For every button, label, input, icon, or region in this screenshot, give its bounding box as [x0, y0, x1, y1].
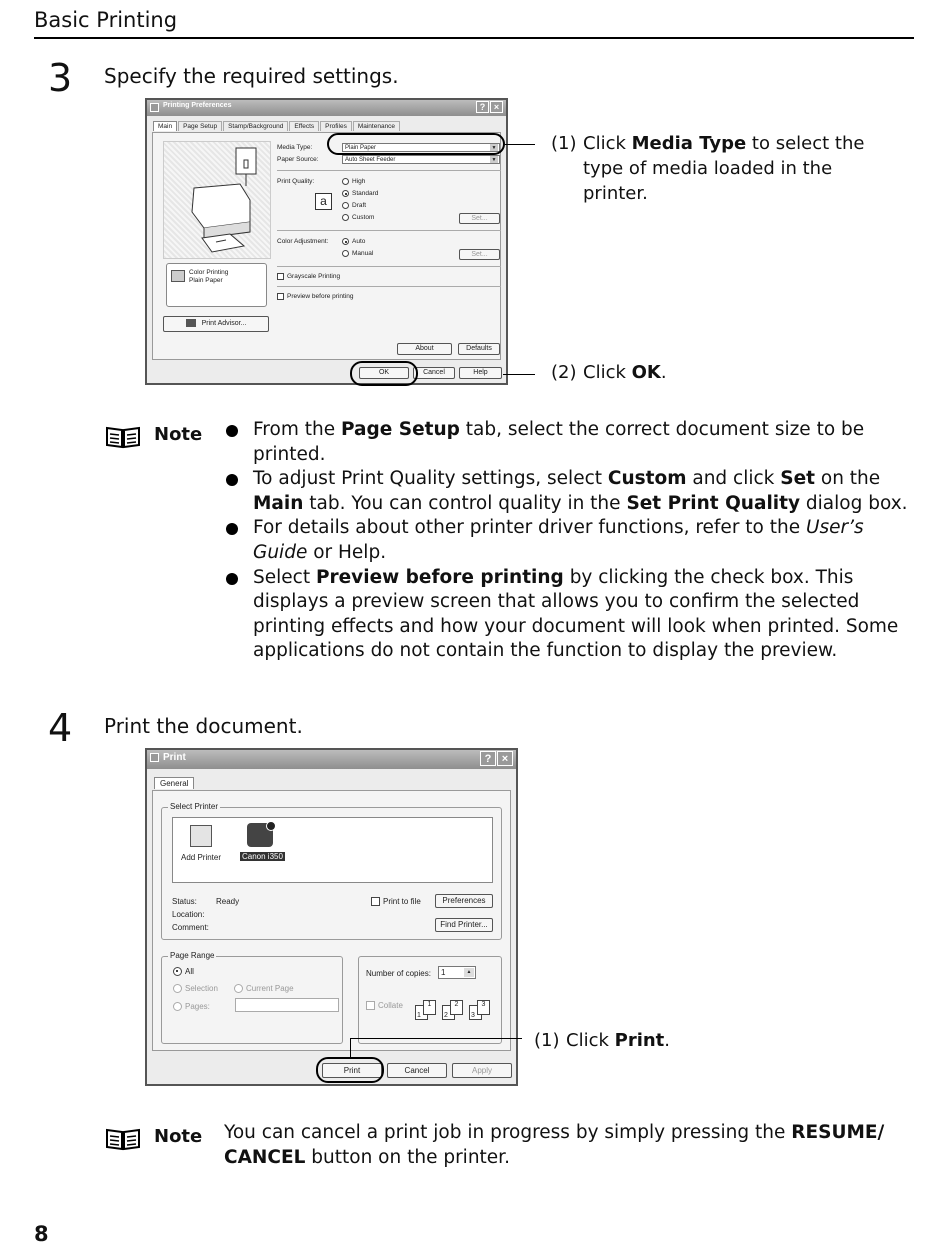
- page-header-title: Basic Printing: [34, 8, 178, 32]
- callout-text: Click: [566, 1030, 615, 1051]
- note-text: For details about other printer driver functions, refer to the: [253, 517, 806, 539]
- note-emphasis: Custom: [607, 468, 687, 490]
- collate-label: Collate: [378, 1001, 403, 1010]
- header-rule: [34, 37, 914, 39]
- note-emphasis: Set Print Quality: [626, 492, 801, 514]
- collate-page-icon: 3: [477, 1000, 490, 1015]
- divider: [277, 286, 501, 287]
- print-to-file-label: Print to file: [383, 897, 421, 906]
- range-current-radio[interactable]: [234, 984, 243, 993]
- preview-label: Preview before printing: [287, 293, 354, 300]
- note-text: dialog box.: [800, 492, 908, 514]
- divider: [277, 230, 501, 231]
- leader-line: [350, 1038, 522, 1039]
- quality-draft-radio[interactable]: [342, 202, 349, 209]
- color-manual-label: Manual: [352, 250, 374, 257]
- note-emphasis: Main: [253, 492, 304, 514]
- preferences-button[interactable]: Preferences: [435, 894, 493, 908]
- copies-label: Number of copies:: [366, 969, 431, 978]
- paper-icon: [171, 270, 185, 282]
- tab-main[interactable]: Main: [153, 121, 177, 131]
- print-advisor-button[interactable]: [163, 316, 269, 332]
- dialog-titlebar: [147, 750, 516, 769]
- quality-high-label: High: [352, 178, 366, 185]
- status-label: Status:: [172, 897, 197, 906]
- grayscale-label: Grayscale Printing: [287, 273, 341, 280]
- printer-icon: [150, 753, 159, 762]
- help-button-bottom[interactable]: Help: [459, 367, 502, 379]
- quality-custom-label: Custom: [352, 214, 375, 221]
- note-1-label: Note: [154, 424, 203, 445]
- note-2-label: Note: [154, 1126, 203, 1147]
- printer-illustration-icon: [164, 142, 272, 260]
- callout-print-text: [566, 1028, 670, 1053]
- collate-checkbox[interactable]: [366, 1001, 375, 1010]
- about-button[interactable]: About: [397, 343, 452, 355]
- callout-emphasis: Print: [614, 1030, 665, 1051]
- main-tab-panel: [152, 132, 501, 360]
- callout-1-number: (1): [551, 133, 577, 154]
- collate-page-icon: 3: [469, 1005, 482, 1020]
- callout-print-number: (1): [534, 1030, 560, 1051]
- tab-strip: [153, 121, 400, 131]
- quality-set-button[interactable]: Set...: [459, 213, 500, 224]
- note-emphasis: Page Setup: [340, 419, 460, 440]
- step-number-3: 3: [48, 56, 73, 100]
- grayscale-checkbox[interactable]: [277, 273, 284, 280]
- page-range-caption: Page Range: [170, 951, 215, 960]
- cancel-button[interactable]: Cancel: [413, 367, 455, 379]
- quality-standard-radio[interactable]: [342, 190, 349, 197]
- status-value: Ready: [216, 897, 240, 906]
- printer-list[interactable]: [172, 817, 493, 883]
- callout-text: Click: [583, 362, 632, 383]
- media-type-highlight: [327, 133, 505, 155]
- color-manual-radio[interactable]: [342, 250, 349, 257]
- note-text: button on the printer.: [305, 1146, 510, 1168]
- paper-source-value: Auto Sheet Feeder: [345, 157, 396, 163]
- ok-highlight: [350, 361, 418, 386]
- print-advisor-icon: [186, 319, 196, 327]
- add-printer-label[interactable]: Add Printer: [181, 853, 222, 862]
- paper-source-label: Paper Source:: [277, 156, 319, 163]
- plain-paper-text: Plain Paper: [189, 277, 223, 284]
- dialog-title: Printing Preferences: [163, 102, 232, 109]
- page-number: 8: [34, 1222, 49, 1246]
- note-italic: User’s Guide: [253, 517, 864, 563]
- printer-icon: [150, 103, 159, 112]
- range-pages-label: Pages:: [185, 1002, 210, 1011]
- callout-emphasis: Media Type: [631, 133, 747, 154]
- collate-page-icon: 2: [450, 1000, 463, 1015]
- default-check-icon: [266, 821, 276, 831]
- list-item: [224, 418, 909, 467]
- tab-profiles[interactable]: Profiles: [320, 121, 352, 131]
- collate-page-icon: 1: [423, 1000, 436, 1015]
- ok-button[interactable]: OK: [359, 367, 409, 379]
- callout-emphasis: OK: [631, 362, 661, 383]
- callout-text: .: [660, 362, 667, 383]
- callout-2-text: [583, 360, 667, 385]
- list-item: [224, 566, 909, 664]
- preview-checkbox[interactable]: [277, 293, 284, 300]
- note-text: or Help.: [307, 541, 387, 563]
- range-current-label: Current Page: [246, 984, 294, 993]
- note-text: and click: [686, 468, 781, 490]
- range-pages-radio[interactable]: [173, 1002, 182, 1011]
- color-adjustment-label: Color Adjustment:: [277, 238, 329, 245]
- print-dialog: [145, 748, 518, 1086]
- chevron-down-icon: ▼: [491, 145, 497, 151]
- collate-page-icon: 1: [415, 1005, 428, 1020]
- help-button[interactable]: ?: [476, 101, 489, 113]
- quality-high-radio[interactable]: [342, 178, 349, 185]
- close-button[interactable]: ×: [497, 751, 513, 766]
- dialog-titlebar: [147, 100, 506, 116]
- quality-preview-icon: a: [315, 193, 332, 210]
- print-to-file-checkbox[interactable]: [371, 897, 380, 906]
- color-printing-text: Color Printing: [189, 269, 229, 276]
- range-selection-radio[interactable]: [173, 984, 182, 993]
- range-all-radio[interactable]: [173, 967, 182, 976]
- apply-button[interactable]: Apply: [452, 1063, 512, 1078]
- leader-line: [505, 144, 535, 145]
- divider: [277, 266, 501, 267]
- note-emphasis: Set: [780, 468, 815, 490]
- print-quality-label: Print Quality:: [277, 178, 315, 185]
- defaults-button[interactable]: Defaults: [458, 343, 500, 355]
- cancel-button[interactable]: Cancel: [387, 1063, 447, 1078]
- comment-label: Comment:: [172, 923, 209, 932]
- copies-input[interactable]: [438, 966, 476, 979]
- divider: [277, 170, 501, 171]
- close-button[interactable]: ×: [490, 101, 503, 113]
- tab-effects[interactable]: Effects: [289, 121, 319, 131]
- note-text: From the: [253, 419, 341, 440]
- preview-area: [163, 141, 271, 259]
- printer-name-selected[interactable]: Canon i350: [242, 852, 283, 861]
- range-all-label: All: [185, 967, 194, 976]
- note-emphasis: Preview before printing: [315, 566, 564, 588]
- callout-text: to select the type of media loaded in the printer.: [583, 133, 865, 204]
- list-item: [224, 516, 909, 565]
- media-type-label: Media Type:: [277, 144, 313, 151]
- note-text: tab. You can control quality in the: [303, 492, 627, 514]
- color-auto-label: Auto: [352, 238, 366, 245]
- book-icon: [105, 425, 141, 449]
- tab-maintenance[interactable]: Maintenance: [353, 121, 400, 131]
- quality-custom-radio[interactable]: [342, 214, 349, 221]
- print-button-highlight: [316, 1057, 384, 1083]
- callout-text: Click: [583, 133, 632, 154]
- list-item: [224, 467, 909, 516]
- callout-1-text: [583, 131, 873, 206]
- note-emphasis: RESUME/ CANCEL: [224, 1122, 885, 1168]
- media-type-value: Plain Paper: [345, 145, 377, 151]
- general-tab-panel: [152, 790, 511, 1051]
- color-auto-radio[interactable]: [342, 238, 349, 245]
- callout-text: .: [664, 1030, 671, 1051]
- note-1-list: [224, 418, 909, 664]
- note-text: tab, select the correct document size to be printed.: [253, 419, 865, 465]
- select-printer-caption: Select Printer: [170, 802, 219, 811]
- pages-input[interactable]: [235, 998, 339, 1012]
- color-set-button[interactable]: Set...: [459, 249, 500, 260]
- range-selection-label: Selection: [185, 984, 218, 993]
- help-button[interactable]: ?: [480, 751, 496, 766]
- print-advisor-label: Print Advisor...: [201, 320, 247, 327]
- callout-2-number: (2): [551, 362, 577, 383]
- tab-general[interactable]: General: [154, 777, 194, 789]
- find-printer-button[interactable]: Find Printer...: [435, 918, 493, 932]
- media-info-box: [166, 263, 267, 307]
- note-text: You can cancel a print job in progress by simply pressing the: [224, 1122, 792, 1143]
- quality-draft-label: Draft: [352, 202, 367, 209]
- note-text: Select: [253, 566, 316, 588]
- collate-page-icon: 2: [442, 1005, 455, 1020]
- tab-page-setup[interactable]: Page Setup: [178, 121, 222, 131]
- step-number-4: 4: [48, 706, 73, 750]
- note-2-text: [224, 1121, 909, 1170]
- step-4-instruction: Print the document.: [104, 714, 303, 738]
- dialog-title: Print: [163, 752, 186, 763]
- leader-line: [503, 374, 535, 375]
- spinner-icon[interactable]: ▲: [464, 968, 474, 977]
- add-printer-icon[interactable]: [190, 825, 212, 847]
- leader-line: [350, 1038, 351, 1058]
- note-text: on the: [815, 468, 881, 490]
- location-label: Location:: [172, 910, 205, 919]
- copies-value: 1: [441, 968, 446, 977]
- step-3-instruction: Specify the required settings.: [104, 64, 399, 88]
- book-icon: [105, 1127, 141, 1151]
- tab-stamp-background[interactable]: Stamp/Background: [223, 121, 288, 131]
- print-button[interactable]: Print: [322, 1063, 382, 1078]
- paper-source-select[interactable]: [342, 155, 500, 164]
- note-text: To adjust Print Quality settings, select: [253, 468, 608, 490]
- note-text: by clicking the check box. This displays a preview screen that allows you to confirm the selected printing effects and how your document will look when printed. Some applications do not contain the function to display the preview.: [253, 566, 899, 662]
- chevron-down-icon: ▼: [491, 157, 497, 163]
- quality-standard-label: Standard: [352, 190, 379, 197]
